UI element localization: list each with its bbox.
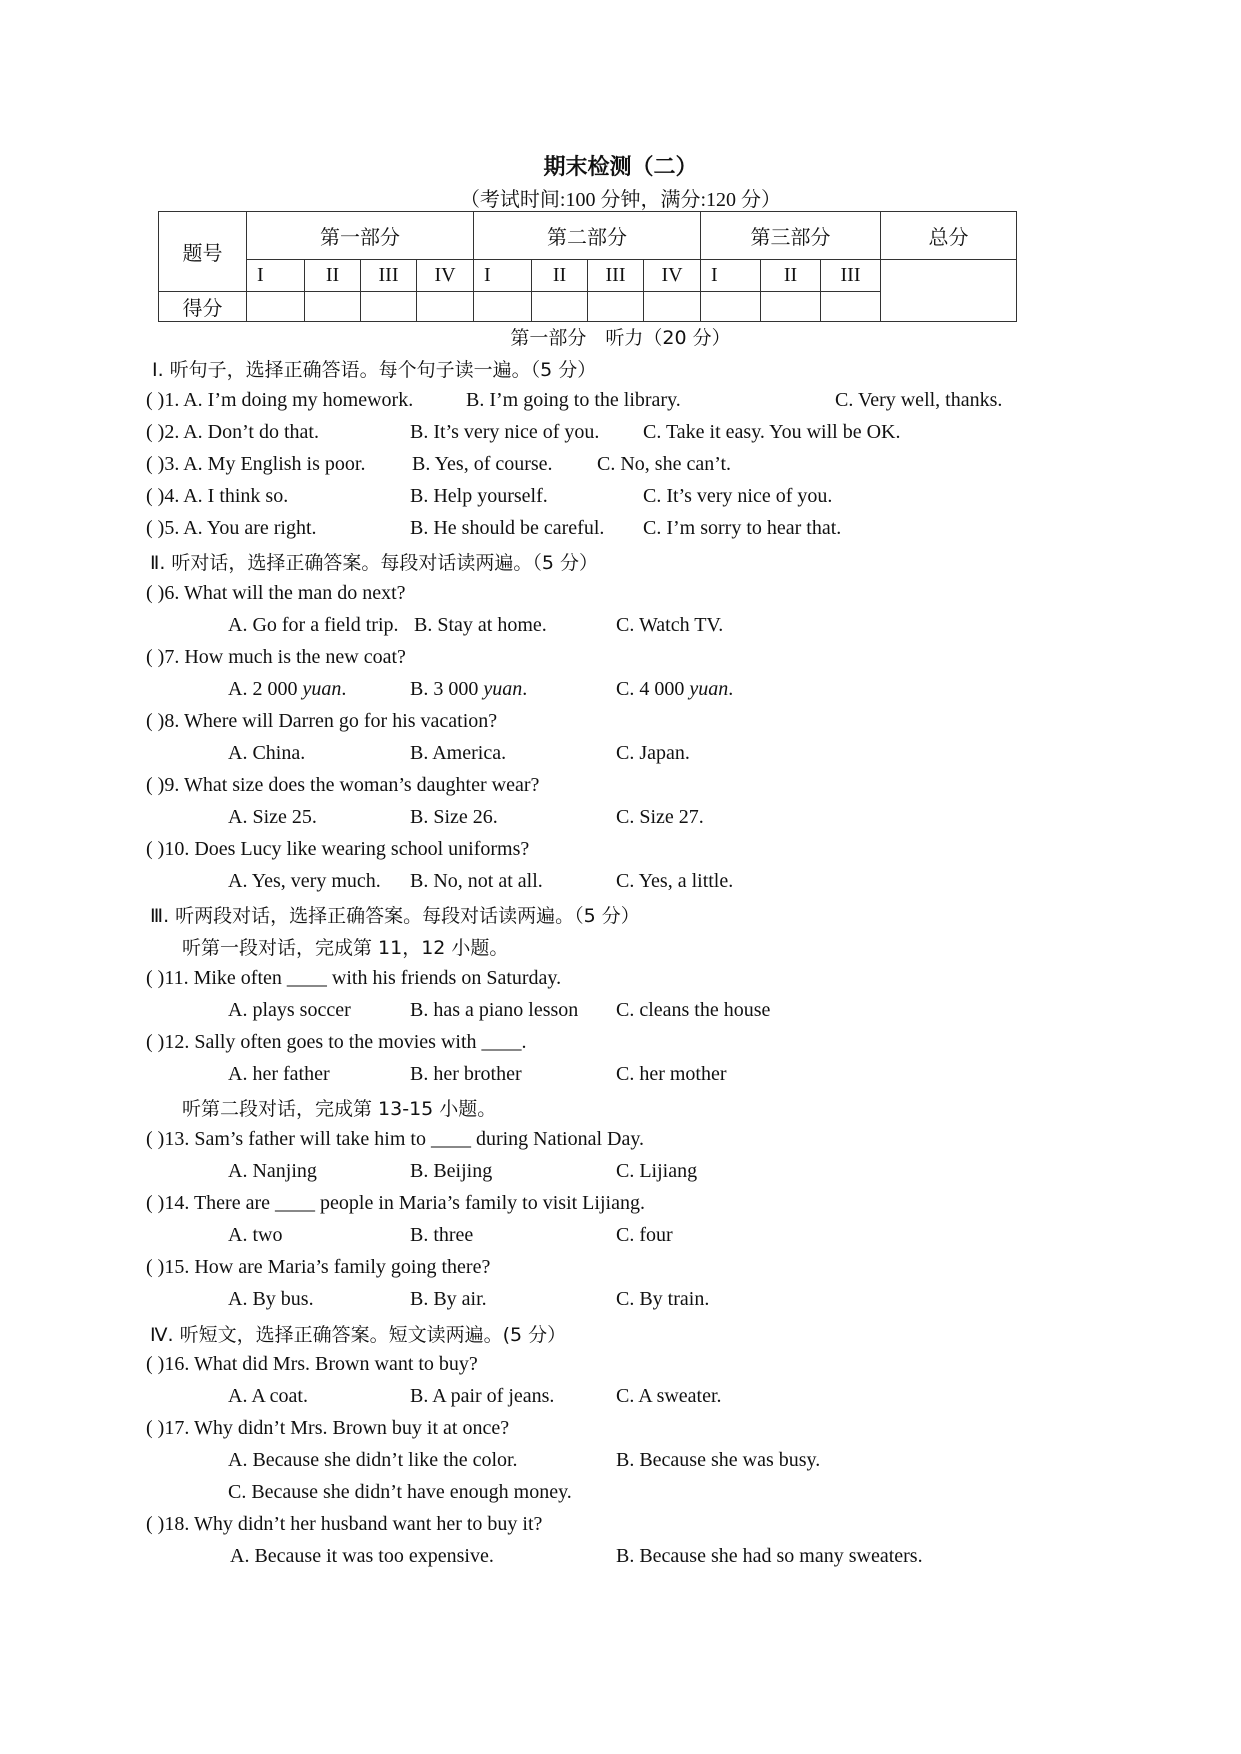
option-b: B. Because she had so many sweaters. (616, 1545, 923, 1567)
option-b: B. I’m going to the library. (466, 389, 681, 411)
score-table-col: I (474, 260, 532, 292)
section-1-heading: Ⅰ. 听句子，选择正确答语。每个句子读一遍。（5 分） (152, 359, 597, 381)
option-c: C. 4 000 yuan. (616, 678, 734, 700)
option-c: C. No, she can’t. (597, 453, 732, 475)
score-cell[interactable] (361, 292, 417, 322)
question-11: ( )11. Mike often ____ with his friends on Saturday. (146, 967, 562, 989)
option-c: C. Lijiang (616, 1160, 698, 1182)
section-4-heading: Ⅳ. 听短文，选择正确答案。短文读两遍。(5 分） (150, 1324, 567, 1346)
section-2-heading: Ⅱ. 听对话，选择正确答案。每段对话读两遍。（5 分） (150, 552, 599, 574)
option-c: C. It’s very nice of you. (643, 485, 833, 507)
option-c: C. Japan. (616, 742, 690, 764)
question-14: ( )14. There are ____ people in Maria’s family to visit Lijiang. (146, 1192, 645, 1214)
option-a: A. Because it was too expensive. (230, 1545, 494, 1567)
score-cell[interactable] (761, 292, 821, 322)
score-table-row-label-number: 题号 (159, 212, 247, 292)
question-6: ( )6. What will the man do next? (146, 582, 406, 604)
question-8: ( )8. Where will Darren go for his vacation? (146, 710, 498, 732)
option-a: A. 2 000 yuan. (228, 678, 347, 700)
score-cell[interactable] (417, 292, 474, 322)
option-b: B. her brother (410, 1063, 522, 1085)
page-title: 期末检测（二） (543, 155, 698, 180)
score-cell[interactable] (644, 292, 701, 322)
option-b: B. America. (410, 742, 507, 764)
score-table-col: I (701, 260, 761, 292)
option-c: C. A sweater. (616, 1385, 722, 1407)
option-b: B. Beijing (410, 1160, 493, 1182)
option-c: C. Take it easy. You will be OK. (643, 421, 901, 443)
page-subtitle: （考试时间:100 分钟，满分:120 分） (459, 189, 782, 211)
score-cell[interactable] (701, 292, 761, 322)
score-table-col: III (821, 260, 881, 292)
option-c: C. By train. (616, 1288, 710, 1310)
question-15: ( )15. How are Maria’s family going there? (146, 1256, 491, 1278)
section-3-sub-1: 听第一段对话，完成第 11，12 小题。 (182, 937, 509, 959)
score-table-part2: 第二部分 (474, 212, 701, 260)
option-c: C. Watch TV. (616, 614, 724, 636)
score-cell[interactable] (588, 292, 644, 322)
option-b: B. It’s very nice of you. (410, 421, 600, 443)
question-17: ( )17. Why didn’t Mrs. Brown buy it at once? (146, 1417, 510, 1439)
score-cell[interactable] (532, 292, 588, 322)
question-4: ( )4. A. I think so. (146, 485, 289, 507)
option-b: B. Yes, of course. (412, 453, 553, 475)
option-b: B. has a piano lesson (410, 999, 579, 1021)
option-a: A. By bus. (228, 1288, 314, 1310)
question-1: ( )1. A. I’m doing my homework. (146, 389, 414, 411)
score-table-col: IV (417, 260, 474, 292)
option-b: B. No, not at all. (410, 870, 543, 892)
option-a: A. her father (228, 1063, 330, 1085)
score-table-part1: 第一部分 (247, 212, 474, 260)
question-3: ( )3. A. My English is poor. (146, 453, 366, 475)
question-18: ( )18. Why didn’t her husband want her to buy it? (146, 1513, 543, 1535)
section-3-heading: Ⅲ. 听两段对话，选择正确答案。每段对话读两遍。（5 分） (150, 905, 640, 927)
option-c: C. four (616, 1224, 673, 1246)
score-table-col: II (761, 260, 821, 292)
option-c: C. I’m sorry to hear that. (643, 517, 842, 539)
option-b: B. three (410, 1224, 474, 1246)
option-a: A. A coat. (228, 1385, 308, 1407)
option-b: B. 3 000 yuan. (410, 678, 528, 700)
option-a: A. Go for a field trip. (228, 614, 399, 636)
option-b: B. By air. (410, 1288, 487, 1310)
score-table-part3: 第三部分 (701, 212, 881, 260)
option-a: A. Size 25. (228, 806, 317, 828)
score-table-col: III (361, 260, 417, 292)
question-16: ( )16. What did Mrs. Brown want to buy? (146, 1353, 478, 1375)
score-cell[interactable] (305, 292, 361, 322)
option-a: A. plays soccer (228, 999, 351, 1021)
option-a: A. Nanjing (228, 1160, 317, 1182)
score-table-row-label-score: 得分 (159, 292, 247, 322)
score-table-col: IV (644, 260, 701, 292)
question-7: ( )7. How much is the new coat? (146, 646, 406, 668)
score-cell[interactable] (821, 292, 881, 322)
question-13: ( )13. Sam’s father will take him to ____ during National Day. (146, 1128, 645, 1150)
option-c: C. Because she didn’t have enough money. (228, 1481, 572, 1503)
question-5: ( )5. A. You are right. (146, 517, 317, 539)
question-12: ( )12. Sally often goes to the movies with ____. (146, 1031, 527, 1053)
score-table-col: I (247, 260, 305, 292)
option-c: C. cleans the house (616, 999, 771, 1021)
question-2: ( )2. A. Don’t do that. (146, 421, 319, 443)
score-table (158, 211, 1017, 322)
option-b: B. Because she was busy. (616, 1449, 821, 1471)
question-10: ( )10. Does Lucy like wearing school uniforms? (146, 838, 530, 860)
option-c: C. Yes, a little. (616, 870, 734, 892)
question-9: ( )9. What size does the woman’s daughter wear? (146, 774, 540, 796)
score-cell[interactable] (474, 292, 532, 322)
option-b: B. Help yourself. (410, 485, 548, 507)
option-a: A. China. (228, 742, 306, 764)
score-table-col: II (532, 260, 588, 292)
option-b: B. A pair of jeans. (410, 1385, 555, 1407)
score-table-col: II (305, 260, 361, 292)
option-a: A. Because she didn’t like the color. (228, 1449, 518, 1471)
section-3-sub-2: 听第二段对话，完成第 13-15 小题。 (182, 1098, 497, 1120)
option-b: B. Stay at home. (414, 614, 547, 636)
option-a: A. two (228, 1224, 283, 1246)
score-table-total: 总分 (881, 212, 1017, 260)
option-c: C. her mother (616, 1063, 727, 1085)
option-c: C. Very well, thanks. (835, 389, 1003, 411)
score-cell-total[interactable] (881, 260, 1017, 322)
part-heading: 第一部分 听力（20 分） (510, 327, 731, 349)
option-a: A. Yes, very much. (228, 870, 381, 892)
score-cell[interactable] (247, 292, 305, 322)
score-table-col: III (588, 260, 644, 292)
option-b: B. He should be careful. (410, 517, 605, 539)
option-c: C. Size 27. (616, 806, 704, 828)
option-b: B. Size 26. (410, 806, 498, 828)
